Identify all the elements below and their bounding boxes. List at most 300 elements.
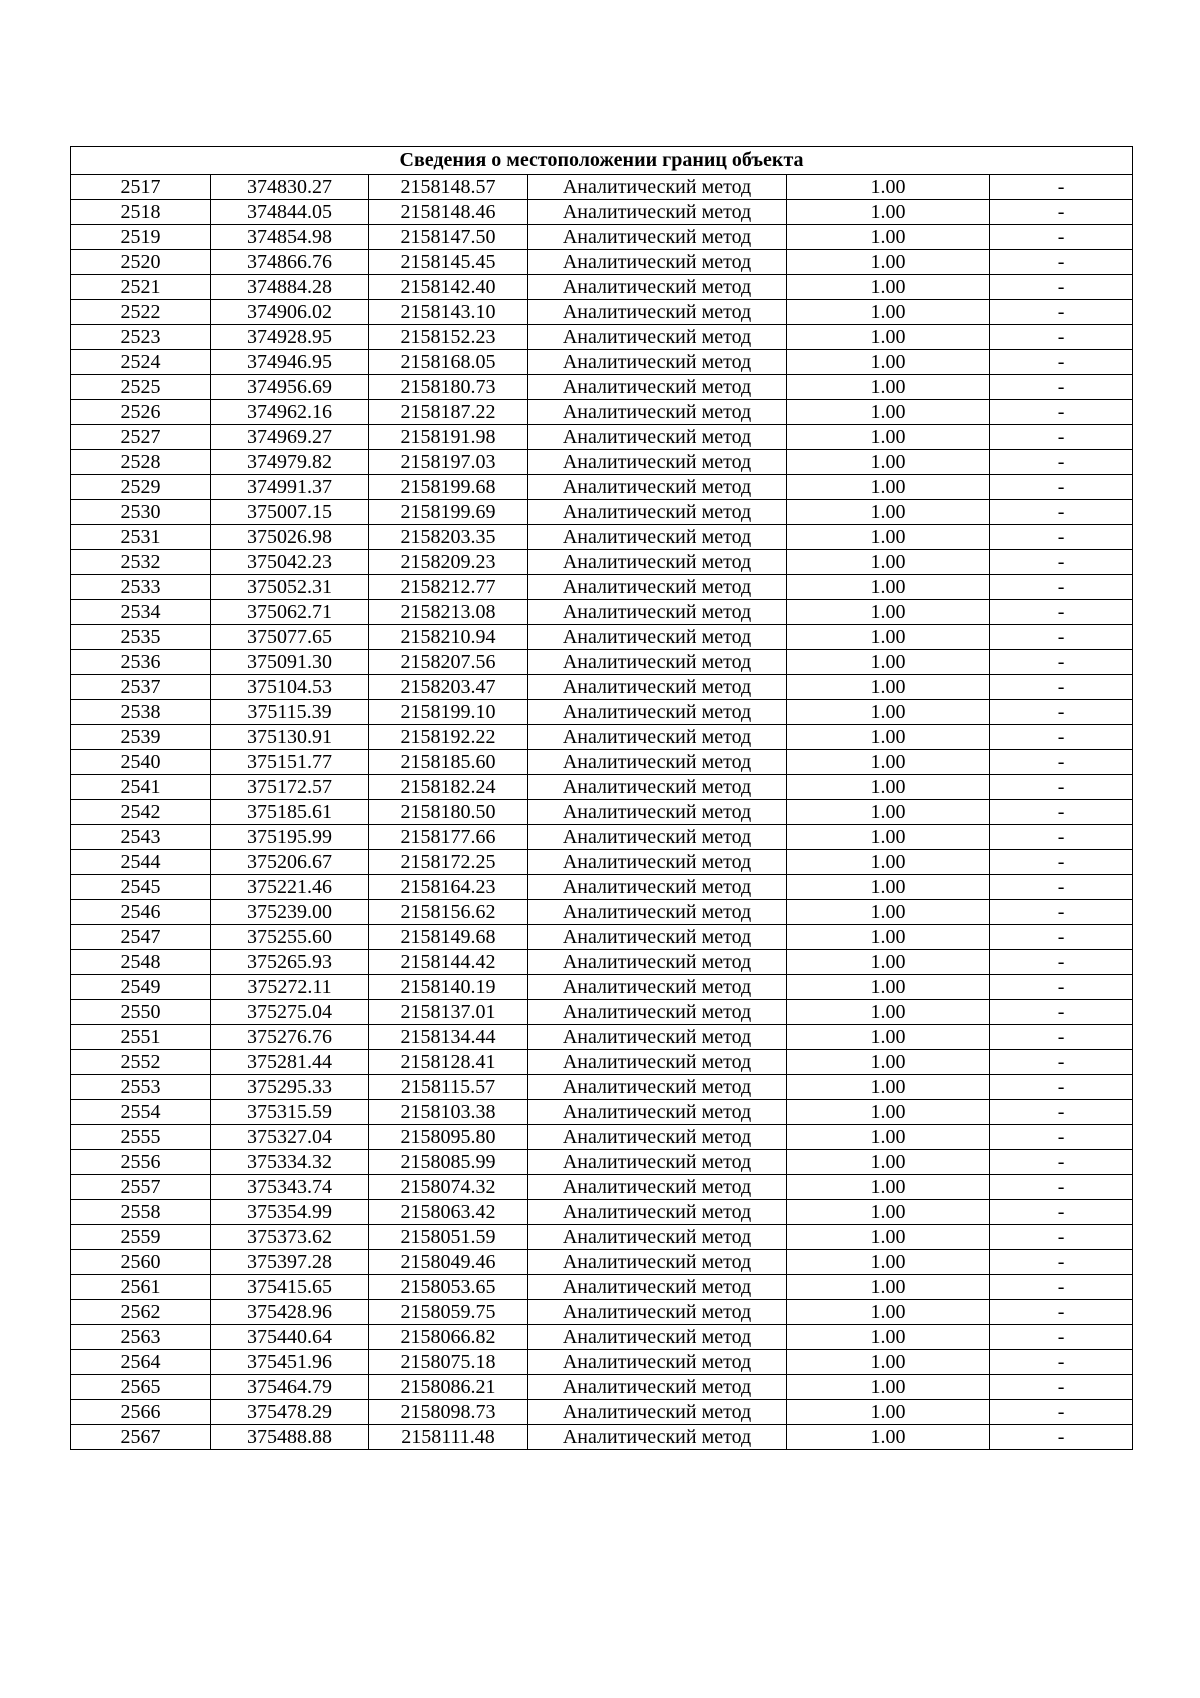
x-coordinate-cell: 375151.77 bbox=[211, 750, 369, 775]
description-cell: - bbox=[990, 950, 1133, 975]
table-row bbox=[71, 1400, 1133, 1425]
accuracy-cell: 1.00 bbox=[787, 825, 990, 850]
table-row bbox=[71, 1250, 1133, 1275]
description-cell: - bbox=[990, 725, 1133, 750]
point-number-cell: 2537 bbox=[71, 675, 211, 700]
description-cell: - bbox=[990, 1375, 1133, 1400]
accuracy-cell: 1.00 bbox=[787, 450, 990, 475]
x-coordinate-cell: 375276.76 bbox=[211, 1025, 369, 1050]
y-coordinate-cell: 2158140.19 bbox=[369, 975, 528, 1000]
description-cell: - bbox=[990, 600, 1133, 625]
table-row bbox=[71, 600, 1133, 625]
point-number-cell: 2545 bbox=[71, 875, 211, 900]
table-row bbox=[71, 775, 1133, 800]
y-coordinate-cell: 2158149.68 bbox=[369, 925, 528, 950]
method-cell: Аналитический метод bbox=[528, 275, 787, 300]
accuracy-cell: 1.00 bbox=[787, 500, 990, 525]
point-number-cell: 2565 bbox=[71, 1375, 211, 1400]
description-cell: - bbox=[990, 975, 1133, 1000]
point-number-cell: 2520 bbox=[71, 250, 211, 275]
y-coordinate-cell: 2158212.77 bbox=[369, 575, 528, 600]
y-coordinate-cell: 2158147.50 bbox=[369, 225, 528, 250]
table-row bbox=[71, 1225, 1133, 1250]
point-number-cell: 2523 bbox=[71, 325, 211, 350]
y-coordinate-cell: 2158177.66 bbox=[369, 825, 528, 850]
boundary-coordinates-table bbox=[70, 146, 1133, 1450]
y-coordinate-cell: 2158085.99 bbox=[369, 1150, 528, 1175]
x-coordinate-cell: 374979.82 bbox=[211, 450, 369, 475]
x-coordinate-cell: 374906.02 bbox=[211, 300, 369, 325]
x-coordinate-cell: 374866.76 bbox=[211, 250, 369, 275]
x-coordinate-cell: 375104.53 bbox=[211, 675, 369, 700]
accuracy-cell: 1.00 bbox=[787, 1425, 990, 1450]
accuracy-cell: 1.00 bbox=[787, 775, 990, 800]
x-coordinate-cell: 375428.96 bbox=[211, 1300, 369, 1325]
y-coordinate-cell: 2158115.57 bbox=[369, 1075, 528, 1100]
method-cell: Аналитический метод bbox=[528, 1225, 787, 1250]
method-cell: Аналитический метод bbox=[528, 525, 787, 550]
description-cell: - bbox=[990, 250, 1133, 275]
x-coordinate-cell: 375334.32 bbox=[211, 1150, 369, 1175]
y-coordinate-cell: 2158172.25 bbox=[369, 850, 528, 875]
y-coordinate-cell: 2158210.94 bbox=[369, 625, 528, 650]
accuracy-cell: 1.00 bbox=[787, 1400, 990, 1425]
y-coordinate-cell: 2158051.59 bbox=[369, 1225, 528, 1250]
method-cell: Аналитический метод bbox=[528, 325, 787, 350]
table-row bbox=[71, 1325, 1133, 1350]
table-row bbox=[71, 1100, 1133, 1125]
x-coordinate-cell: 375451.96 bbox=[211, 1350, 369, 1375]
description-cell: - bbox=[990, 1425, 1133, 1450]
y-coordinate-cell: 2158095.80 bbox=[369, 1125, 528, 1150]
description-cell: - bbox=[990, 375, 1133, 400]
method-cell: Аналитический метод bbox=[528, 950, 787, 975]
method-cell: Аналитический метод bbox=[528, 975, 787, 1000]
y-coordinate-cell: 2158063.42 bbox=[369, 1200, 528, 1225]
y-coordinate-cell: 2158075.18 bbox=[369, 1350, 528, 1375]
x-coordinate-cell: 375440.64 bbox=[211, 1325, 369, 1350]
x-coordinate-cell: 375373.62 bbox=[211, 1225, 369, 1250]
table-row bbox=[71, 1375, 1133, 1400]
y-coordinate-cell: 2158180.73 bbox=[369, 375, 528, 400]
accuracy-cell: 1.00 bbox=[787, 900, 990, 925]
description-cell: - bbox=[990, 1175, 1133, 1200]
accuracy-cell: 1.00 bbox=[787, 1200, 990, 1225]
description-cell: - bbox=[990, 300, 1133, 325]
accuracy-cell: 1.00 bbox=[787, 800, 990, 825]
description-cell: - bbox=[990, 1025, 1133, 1050]
point-number-cell: 2533 bbox=[71, 575, 211, 600]
x-coordinate-cell: 375062.71 bbox=[211, 600, 369, 625]
y-coordinate-cell: 2158182.24 bbox=[369, 775, 528, 800]
table-row bbox=[71, 575, 1133, 600]
description-cell: - bbox=[990, 1150, 1133, 1175]
point-number-cell: 2525 bbox=[71, 375, 211, 400]
point-number-cell: 2522 bbox=[71, 300, 211, 325]
accuracy-cell: 1.00 bbox=[787, 325, 990, 350]
method-cell: Аналитический метод bbox=[528, 1325, 787, 1350]
point-number-cell: 2550 bbox=[71, 1000, 211, 1025]
point-number-cell: 2561 bbox=[71, 1275, 211, 1300]
table-row bbox=[71, 500, 1133, 525]
table-row bbox=[71, 1000, 1133, 1025]
point-number-cell: 2541 bbox=[71, 775, 211, 800]
y-coordinate-cell: 2158103.38 bbox=[369, 1100, 528, 1125]
description-cell: - bbox=[990, 1300, 1133, 1325]
table-row bbox=[71, 1350, 1133, 1375]
table-row bbox=[71, 875, 1133, 900]
point-number-cell: 2566 bbox=[71, 1400, 211, 1425]
method-cell: Аналитический метод bbox=[528, 450, 787, 475]
x-coordinate-cell: 374956.69 bbox=[211, 375, 369, 400]
method-cell: Аналитический метод bbox=[528, 800, 787, 825]
x-coordinate-cell: 374991.37 bbox=[211, 475, 369, 500]
y-coordinate-cell: 2158049.46 bbox=[369, 1250, 528, 1275]
method-cell: Аналитический метод bbox=[528, 825, 787, 850]
accuracy-cell: 1.00 bbox=[787, 300, 990, 325]
table-row bbox=[71, 525, 1133, 550]
y-coordinate-cell: 2158168.05 bbox=[369, 350, 528, 375]
description-cell: - bbox=[990, 650, 1133, 675]
x-coordinate-cell: 375026.98 bbox=[211, 525, 369, 550]
description-cell: - bbox=[990, 175, 1133, 200]
table-title-row bbox=[71, 147, 1133, 175]
method-cell: Аналитический метод bbox=[528, 1275, 787, 1300]
description-cell: - bbox=[990, 1250, 1133, 1275]
y-coordinate-cell: 2158199.68 bbox=[369, 475, 528, 500]
method-cell: Аналитический метод bbox=[528, 1400, 787, 1425]
method-cell: Аналитический метод bbox=[528, 875, 787, 900]
x-coordinate-cell: 375091.30 bbox=[211, 650, 369, 675]
method-cell: Аналитический метод bbox=[528, 500, 787, 525]
table-row bbox=[71, 750, 1133, 775]
description-cell: - bbox=[990, 575, 1133, 600]
x-coordinate-cell: 375239.00 bbox=[211, 900, 369, 925]
point-number-cell: 2558 bbox=[71, 1200, 211, 1225]
x-coordinate-cell: 375042.23 bbox=[211, 550, 369, 575]
table-row bbox=[71, 225, 1133, 250]
method-cell: Аналитический метод bbox=[528, 1375, 787, 1400]
method-cell: Аналитический метод bbox=[528, 400, 787, 425]
point-number-cell: 2548 bbox=[71, 950, 211, 975]
y-coordinate-cell: 2158199.10 bbox=[369, 700, 528, 725]
point-number-cell: 2547 bbox=[71, 925, 211, 950]
method-cell: Аналитический метод bbox=[528, 225, 787, 250]
method-cell: Аналитический метод bbox=[528, 750, 787, 775]
x-coordinate-cell: 375354.99 bbox=[211, 1200, 369, 1225]
point-number-cell: 2555 bbox=[71, 1125, 211, 1150]
method-cell: Аналитический метод bbox=[528, 1050, 787, 1075]
table-row bbox=[71, 825, 1133, 850]
description-cell: - bbox=[990, 1000, 1133, 1025]
method-cell: Аналитический метод bbox=[528, 1150, 787, 1175]
accuracy-cell: 1.00 bbox=[787, 950, 990, 975]
y-coordinate-cell: 2158144.42 bbox=[369, 950, 528, 975]
description-cell: - bbox=[990, 350, 1133, 375]
accuracy-cell: 1.00 bbox=[787, 925, 990, 950]
table-row bbox=[71, 675, 1133, 700]
point-number-cell: 2567 bbox=[71, 1425, 211, 1450]
y-coordinate-cell: 2158148.46 bbox=[369, 200, 528, 225]
method-cell: Аналитический метод bbox=[528, 200, 787, 225]
point-number-cell: 2552 bbox=[71, 1050, 211, 1075]
x-coordinate-cell: 374884.28 bbox=[211, 275, 369, 300]
description-cell: - bbox=[990, 700, 1133, 725]
x-coordinate-cell: 375488.88 bbox=[211, 1425, 369, 1450]
y-coordinate-cell: 2158203.47 bbox=[369, 675, 528, 700]
method-cell: Аналитический метод bbox=[528, 300, 787, 325]
x-coordinate-cell: 374854.98 bbox=[211, 225, 369, 250]
x-coordinate-cell: 375130.91 bbox=[211, 725, 369, 750]
point-number-cell: 2524 bbox=[71, 350, 211, 375]
x-coordinate-cell: 375265.93 bbox=[211, 950, 369, 975]
y-coordinate-cell: 2158187.22 bbox=[369, 400, 528, 425]
point-number-cell: 2518 bbox=[71, 200, 211, 225]
x-coordinate-cell: 374844.05 bbox=[211, 200, 369, 225]
point-number-cell: 2517 bbox=[71, 175, 211, 200]
y-coordinate-cell: 2158098.73 bbox=[369, 1400, 528, 1425]
method-cell: Аналитический метод bbox=[528, 425, 787, 450]
table-row bbox=[71, 1125, 1133, 1150]
description-cell: - bbox=[990, 425, 1133, 450]
description-cell: - bbox=[990, 1200, 1133, 1225]
y-coordinate-cell: 2158152.23 bbox=[369, 325, 528, 350]
accuracy-cell: 1.00 bbox=[787, 1175, 990, 1200]
description-cell: - bbox=[990, 1050, 1133, 1075]
accuracy-cell: 1.00 bbox=[787, 375, 990, 400]
x-coordinate-cell: 375255.60 bbox=[211, 925, 369, 950]
table-row bbox=[71, 900, 1133, 925]
point-number-cell: 2546 bbox=[71, 900, 211, 925]
description-cell: - bbox=[990, 525, 1133, 550]
accuracy-cell: 1.00 bbox=[787, 475, 990, 500]
x-coordinate-cell: 375315.59 bbox=[211, 1100, 369, 1125]
x-coordinate-cell: 375221.46 bbox=[211, 875, 369, 900]
accuracy-cell: 1.00 bbox=[787, 250, 990, 275]
y-coordinate-cell: 2158203.35 bbox=[369, 525, 528, 550]
table-body bbox=[71, 147, 1133, 1450]
y-coordinate-cell: 2158086.21 bbox=[369, 1375, 528, 1400]
table-row bbox=[71, 1175, 1133, 1200]
y-coordinate-cell: 2158207.56 bbox=[369, 650, 528, 675]
x-coordinate-cell: 375195.99 bbox=[211, 825, 369, 850]
accuracy-cell: 1.00 bbox=[787, 975, 990, 1000]
x-coordinate-cell: 375007.15 bbox=[211, 500, 369, 525]
x-coordinate-cell: 375206.67 bbox=[211, 850, 369, 875]
accuracy-cell: 1.00 bbox=[787, 1100, 990, 1125]
point-number-cell: 2562 bbox=[71, 1300, 211, 1325]
accuracy-cell: 1.00 bbox=[787, 1050, 990, 1075]
point-number-cell: 2534 bbox=[71, 600, 211, 625]
accuracy-cell: 1.00 bbox=[787, 600, 990, 625]
accuracy-cell: 1.00 bbox=[787, 650, 990, 675]
table-row bbox=[71, 1275, 1133, 1300]
y-coordinate-cell: 2158197.03 bbox=[369, 450, 528, 475]
table-row bbox=[71, 275, 1133, 300]
accuracy-cell: 1.00 bbox=[787, 525, 990, 550]
x-coordinate-cell: 375077.65 bbox=[211, 625, 369, 650]
description-cell: - bbox=[990, 750, 1133, 775]
table-row bbox=[71, 700, 1133, 725]
accuracy-cell: 1.00 bbox=[787, 550, 990, 575]
y-coordinate-cell: 2158059.75 bbox=[369, 1300, 528, 1325]
method-cell: Аналитический метод bbox=[528, 375, 787, 400]
table-row bbox=[71, 200, 1133, 225]
method-cell: Аналитический метод bbox=[528, 1000, 787, 1025]
method-cell: Аналитический метод bbox=[528, 575, 787, 600]
point-number-cell: 2531 bbox=[71, 525, 211, 550]
table-row bbox=[71, 550, 1133, 575]
y-coordinate-cell: 2158192.22 bbox=[369, 725, 528, 750]
method-cell: Аналитический метод bbox=[528, 925, 787, 950]
description-cell: - bbox=[990, 275, 1133, 300]
method-cell: Аналитический метод bbox=[528, 475, 787, 500]
point-number-cell: 2540 bbox=[71, 750, 211, 775]
accuracy-cell: 1.00 bbox=[787, 750, 990, 775]
table-row bbox=[71, 1200, 1133, 1225]
table-row bbox=[71, 650, 1133, 675]
x-coordinate-cell: 375275.04 bbox=[211, 1000, 369, 1025]
table-row bbox=[71, 950, 1133, 975]
y-coordinate-cell: 2158074.32 bbox=[369, 1175, 528, 1200]
accuracy-cell: 1.00 bbox=[787, 1250, 990, 1275]
accuracy-cell: 1.00 bbox=[787, 625, 990, 650]
point-number-cell: 2551 bbox=[71, 1025, 211, 1050]
table-row bbox=[71, 425, 1133, 450]
x-coordinate-cell: 375397.28 bbox=[211, 1250, 369, 1275]
point-number-cell: 2564 bbox=[71, 1350, 211, 1375]
description-cell: - bbox=[990, 225, 1133, 250]
method-cell: Аналитический метод bbox=[528, 650, 787, 675]
table-row bbox=[71, 175, 1133, 200]
accuracy-cell: 1.00 bbox=[787, 1075, 990, 1100]
description-cell: - bbox=[990, 475, 1133, 500]
method-cell: Аналитический метод bbox=[528, 250, 787, 275]
table-row bbox=[71, 300, 1133, 325]
accuracy-cell: 1.00 bbox=[787, 225, 990, 250]
y-coordinate-cell: 2158111.48 bbox=[369, 1425, 528, 1450]
table-title: Сведения о местоположении границ объекта bbox=[71, 147, 1133, 175]
point-number-cell: 2542 bbox=[71, 800, 211, 825]
y-coordinate-cell: 2158156.62 bbox=[369, 900, 528, 925]
method-cell: Аналитический метод bbox=[528, 1175, 787, 1200]
point-number-cell: 2536 bbox=[71, 650, 211, 675]
description-cell: - bbox=[990, 925, 1133, 950]
description-cell: - bbox=[990, 775, 1133, 800]
table-row bbox=[71, 1425, 1133, 1450]
description-cell: - bbox=[990, 825, 1133, 850]
method-cell: Аналитический метод bbox=[528, 1125, 787, 1150]
description-cell: - bbox=[990, 675, 1133, 700]
table-row bbox=[71, 450, 1133, 475]
x-coordinate-cell: 375478.29 bbox=[211, 1400, 369, 1425]
description-cell: - bbox=[990, 325, 1133, 350]
y-coordinate-cell: 2158213.08 bbox=[369, 600, 528, 625]
description-cell: - bbox=[990, 1125, 1133, 1150]
y-coordinate-cell: 2158066.82 bbox=[369, 1325, 528, 1350]
method-cell: Аналитический метод bbox=[528, 625, 787, 650]
accuracy-cell: 1.00 bbox=[787, 700, 990, 725]
point-number-cell: 2557 bbox=[71, 1175, 211, 1200]
point-number-cell: 2538 bbox=[71, 700, 211, 725]
description-cell: - bbox=[990, 1100, 1133, 1125]
table-row bbox=[71, 250, 1133, 275]
y-coordinate-cell: 2158142.40 bbox=[369, 275, 528, 300]
description-cell: - bbox=[990, 400, 1133, 425]
point-number-cell: 2560 bbox=[71, 1250, 211, 1275]
accuracy-cell: 1.00 bbox=[787, 400, 990, 425]
description-cell: - bbox=[990, 1325, 1133, 1350]
table-row bbox=[71, 475, 1133, 500]
point-number-cell: 2559 bbox=[71, 1225, 211, 1250]
method-cell: Аналитический метод bbox=[528, 700, 787, 725]
point-number-cell: 2556 bbox=[71, 1150, 211, 1175]
method-cell: Аналитический метод bbox=[528, 1075, 787, 1100]
method-cell: Аналитический метод bbox=[528, 1100, 787, 1125]
accuracy-cell: 1.00 bbox=[787, 1300, 990, 1325]
accuracy-cell: 1.00 bbox=[787, 1000, 990, 1025]
method-cell: Аналитический метод bbox=[528, 1250, 787, 1275]
table-row bbox=[71, 725, 1133, 750]
y-coordinate-cell: 2158145.45 bbox=[369, 250, 528, 275]
x-coordinate-cell: 374928.95 bbox=[211, 325, 369, 350]
accuracy-cell: 1.00 bbox=[787, 1325, 990, 1350]
point-number-cell: 2549 bbox=[71, 975, 211, 1000]
y-coordinate-cell: 2158185.60 bbox=[369, 750, 528, 775]
x-coordinate-cell: 375052.31 bbox=[211, 575, 369, 600]
table-row bbox=[71, 925, 1133, 950]
accuracy-cell: 1.00 bbox=[787, 875, 990, 900]
x-coordinate-cell: 374969.27 bbox=[211, 425, 369, 450]
method-cell: Аналитический метод bbox=[528, 550, 787, 575]
description-cell: - bbox=[990, 875, 1133, 900]
table-row bbox=[71, 1075, 1133, 1100]
point-number-cell: 2527 bbox=[71, 425, 211, 450]
point-number-cell: 2553 bbox=[71, 1075, 211, 1100]
method-cell: Аналитический метод bbox=[528, 725, 787, 750]
accuracy-cell: 1.00 bbox=[787, 200, 990, 225]
description-cell: - bbox=[990, 1400, 1133, 1425]
x-coordinate-cell: 375172.57 bbox=[211, 775, 369, 800]
y-coordinate-cell: 2158180.50 bbox=[369, 800, 528, 825]
table-row bbox=[71, 625, 1133, 650]
description-cell: - bbox=[990, 200, 1133, 225]
method-cell: Аналитический метод bbox=[528, 675, 787, 700]
x-coordinate-cell: 375295.33 bbox=[211, 1075, 369, 1100]
table-row bbox=[71, 800, 1133, 825]
point-number-cell: 2526 bbox=[71, 400, 211, 425]
y-coordinate-cell: 2158164.23 bbox=[369, 875, 528, 900]
method-cell: Аналитический метод bbox=[528, 850, 787, 875]
x-coordinate-cell: 375185.61 bbox=[211, 800, 369, 825]
y-coordinate-cell: 2158134.44 bbox=[369, 1025, 528, 1050]
point-number-cell: 2519 bbox=[71, 225, 211, 250]
accuracy-cell: 1.00 bbox=[787, 675, 990, 700]
point-number-cell: 2529 bbox=[71, 475, 211, 500]
point-number-cell: 2563 bbox=[71, 1325, 211, 1350]
document-page bbox=[70, 146, 1132, 1450]
description-cell: - bbox=[990, 1075, 1133, 1100]
y-coordinate-cell: 2158143.10 bbox=[369, 300, 528, 325]
accuracy-cell: 1.00 bbox=[787, 1225, 990, 1250]
method-cell: Аналитический метод bbox=[528, 600, 787, 625]
y-coordinate-cell: 2158191.98 bbox=[369, 425, 528, 450]
table-row bbox=[71, 375, 1133, 400]
x-coordinate-cell: 375115.39 bbox=[211, 700, 369, 725]
table-row bbox=[71, 1300, 1133, 1325]
point-number-cell: 2530 bbox=[71, 500, 211, 525]
y-coordinate-cell: 2158209.23 bbox=[369, 550, 528, 575]
